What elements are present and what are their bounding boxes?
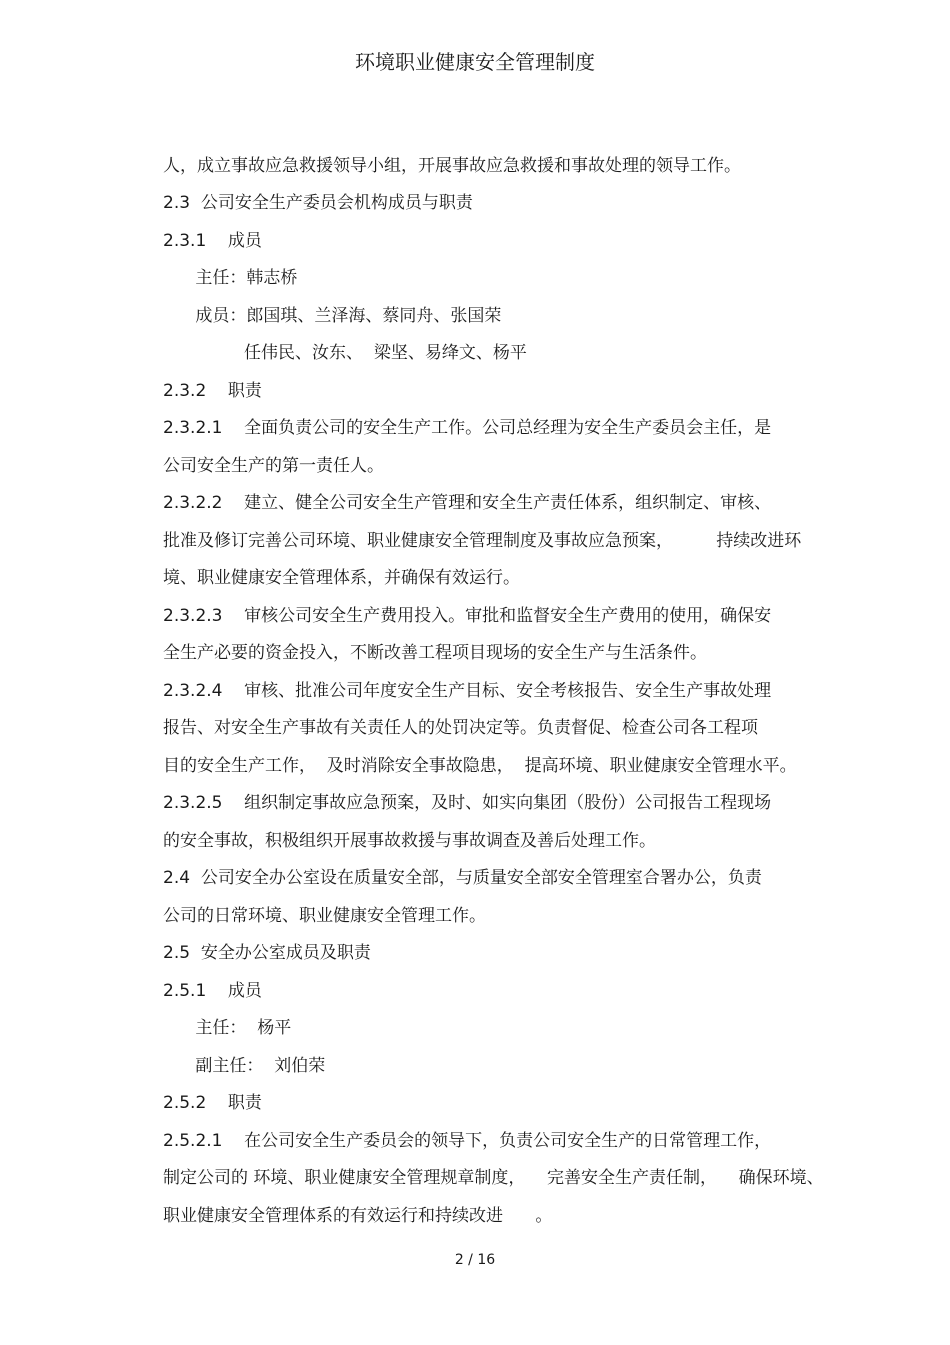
section-heading-2-5-1: 2.5.1 成员: [163, 981, 262, 1001]
member-list: 成员：郎国琪、兰泽海、蔡同舟、张国荣: [163, 306, 502, 326]
text-line: 报告、对安全生产事故有关责任人的处罚决定等。负责督促、检查公司各工程项: [163, 718, 758, 738]
page-header-title: 环境职业健康安全管理制度: [355, 50, 595, 74]
section-heading-2-3: 2.3 公司安全生产委员会机构成员与职责: [163, 193, 473, 213]
text-line: 批准及修订完善公司环境、职业健康安全管理制度及事故应急预案， 持续改进环: [163, 531, 802, 551]
member-director: 主任：韩志桥: [163, 268, 298, 288]
text-line: 2.5.2.1 在公司安全生产委员会的领导下，负责公司安全生产的日常管理工作，: [163, 1131, 772, 1151]
text-line: 职业健康安全管理体系的有效运行和持续改进 。: [163, 1206, 553, 1226]
page-number: 2 / 16: [454, 1252, 496, 1268]
text-line: 2.3.2.4 审核、批准公司年度安全生产目标、安全考核报告、安全生产事故处理: [163, 681, 772, 701]
section-heading-2-5-2: 2.5.2 职责: [163, 1093, 262, 1113]
member-list-continued: 任伟民、汝东、 梁坚、易绛文、杨平: [163, 343, 527, 363]
text-line: 2.3.2.2 建立、健全公司安全生产管理和安全生产责任体系，组织制定、审核、: [163, 493, 772, 513]
text-line: 公司安全生产的第一责任人。: [163, 456, 384, 476]
text-line: 制定公司的 环境、职业健康安全管理规章制度， 完善安全生产责任制， 确保环境、: [163, 1168, 824, 1188]
text-line: 的安全事故，积极组织开展事故救援与事故调查及善后处理工作。: [163, 831, 656, 851]
section-heading-2-4: 2.4 公司安全办公室设在质量安全部，与质量安全部安全管理室合署办公，负责: [163, 868, 762, 888]
text-line: 公司的日常环境、职业健康安全管理工作。: [163, 906, 486, 926]
member-director: 主任： 杨平: [163, 1018, 292, 1038]
text-line: 目的安全生产工作， 及时消除安全事故隐患， 提高环境、职业健康安全管理水平。: [163, 756, 797, 776]
text-line: 境、职业健康安全管理体系，并确保有效运行。: [163, 568, 520, 588]
text-line: 2.3.2.3 审核公司安全生产费用投入。审批和监督安全生产费用的使用，确保安: [163, 606, 772, 626]
section-heading-2-3-2: 2.3.2 职责: [163, 381, 262, 401]
text-line: 人，成立事故应急救援领导小组，开展事故应急救援和事故处理的领导工作。: [163, 156, 741, 176]
section-heading-2-3-1: 2.3.1 成员: [163, 231, 262, 251]
text-line: 2.3.2.1 全面负责公司的安全生产工作。公司总经理为安全生产委员会主任，是: [163, 418, 772, 438]
section-heading-2-5: 2.5 安全办公室成员及职责: [163, 943, 371, 963]
text-line: 2.3.2.5 组织制定事故应急预案，及时、如实向集团（股份）公司报告工程现场: [163, 793, 772, 813]
text-line: 全生产必要的资金投入，不断改善工程项目现场的安全生产与生活条件。: [163, 643, 707, 663]
member-deputy-director: 副主任： 刘伯荣: [163, 1056, 326, 1076]
